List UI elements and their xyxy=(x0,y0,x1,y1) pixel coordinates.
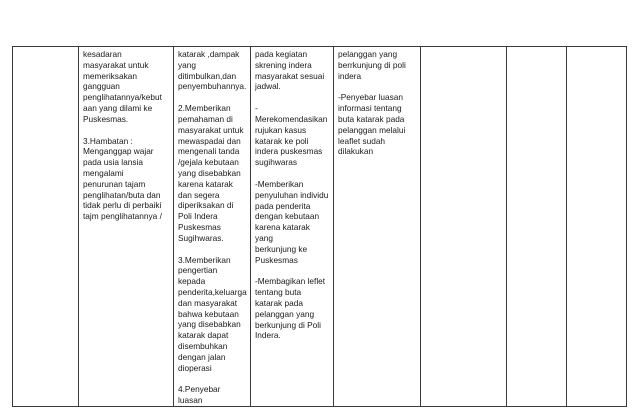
cell-text: katarak ,dampak yang ditimbulkan,dan penyembuhannya. xyxy=(178,49,247,92)
cell-text: -Membagikan leflet tentang buta katarak pada pelanggan yang berkunjung di Poli Indera. xyxy=(255,276,326,341)
table-cell-col6 xyxy=(421,47,507,407)
cell-text: pelanggan yang berrkunjung di poli indera xyxy=(338,49,406,81)
cell-text: 3.Hambatan : Menganggap wajar pada usia lansia mengalami penurunan tajam penglihatan/buta dan tidak perlu di perbaiki tajm penglihatannya / xyxy=(83,135,162,222)
table-cell-col7 xyxy=(507,47,567,407)
table-row xyxy=(13,47,627,407)
cell-text: pada kegiatan skrening indera masyarakat sesuai jadwal. xyxy=(255,49,325,92)
cell-text: kesadaran masyarakat untuk memeriksakan gangguan penglihatannya/kebut aan yang dilami ke Puskesmas. xyxy=(83,49,162,124)
cell-text: -Merekomendasikan rujukan kasus katarak ke poli indera puskesmas sugihwaras xyxy=(255,103,328,168)
table-cell-col2 xyxy=(79,47,174,407)
cell-text: 4.Penyebar luasan xyxy=(178,384,221,406)
cell-text: 2.Memberikan pemahaman di masyarakat untuk mewaspadai dan mengenali tanda /gejala kebutaan yang disebabkan karena katarak dan segera diperiksakan di Poli Indera Puskesmas Sugihwaras. xyxy=(178,103,244,243)
cell-text: 3.Memberikan pengertian kepada penderita,keluarga dan masyarakat bahwa kebutaan yang disebabkan katarak dapat disembuhkan dengan jalan dioperasi xyxy=(178,254,247,373)
table-cell-col8 xyxy=(567,47,627,407)
activity-table xyxy=(12,46,627,407)
cell-text: -Memberikan penyuluhan individu pada penderita dengan kebutaan karena katarak yang berkunjung ke Puskesmas xyxy=(255,178,329,265)
table-cell-col4 xyxy=(251,47,334,407)
table-cell-col1 xyxy=(13,47,79,407)
table-cell-col3 xyxy=(174,47,251,407)
cell-text: -Penyebar luasan informasi tentang buta katarak pada pelanggan melalui leaflet sudah dilakukan xyxy=(338,92,406,157)
table-cell-col5 xyxy=(334,47,421,407)
